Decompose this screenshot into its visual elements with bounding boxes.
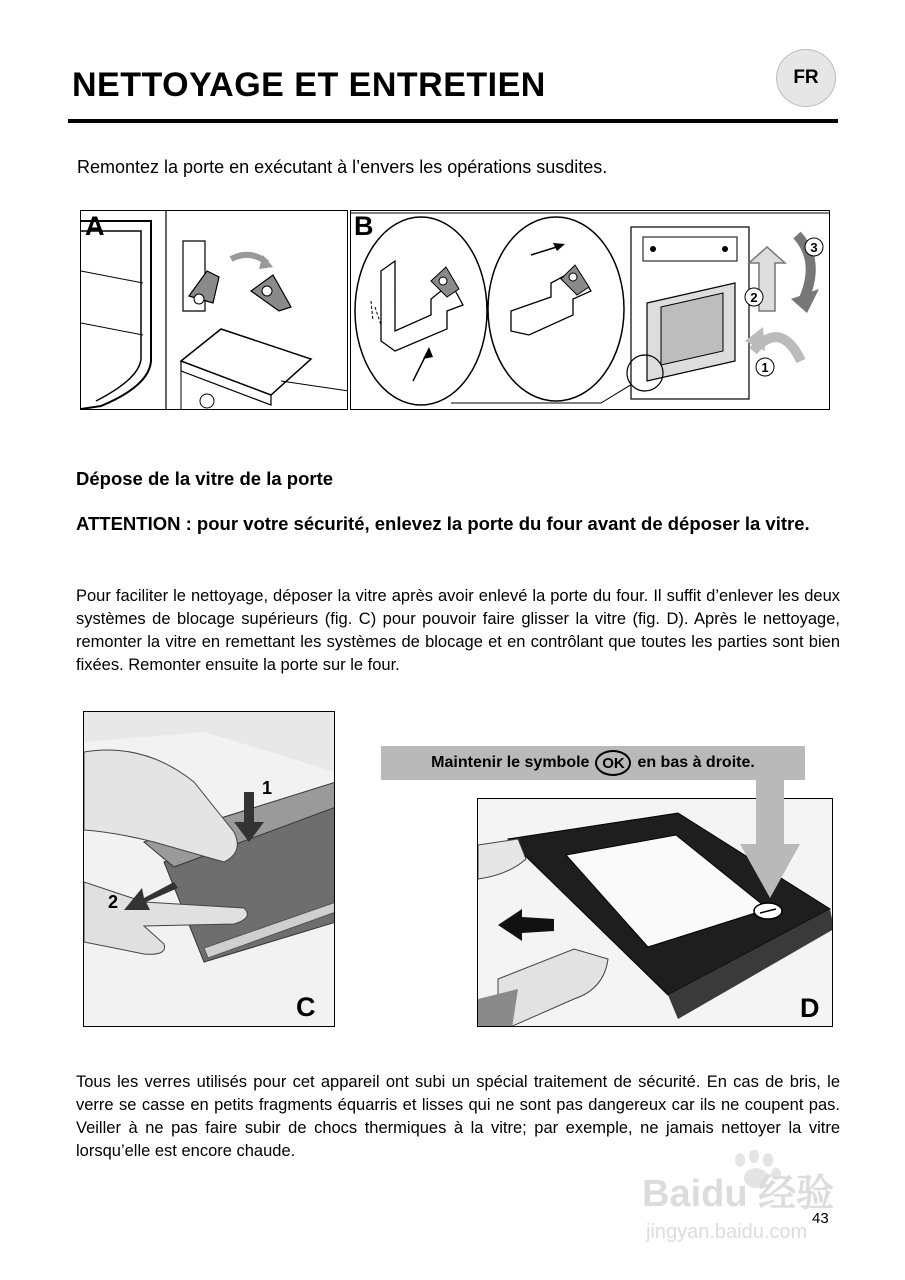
figure-c-arrow-2-label: 2 (108, 892, 119, 912)
section-title: Dépose de la vitre de la porte (76, 468, 334, 489)
language-badge: FR (776, 49, 836, 107)
figure-b-illustration (351, 211, 830, 410)
intro-text: Remontez la porte en exécutant à l’envers les opérations susdites. (77, 157, 608, 177)
watermark-url: jingyan.baidu.com (646, 1221, 808, 1243)
figure-c (83, 711, 335, 1027)
ok-symbol-icon: OK (595, 750, 631, 776)
section-body: Pour faciliter le nettoyage, déposer la vitre après avoir enlevé la porte du four. Il suffit d’enlever les deux systèmes de blocage supérieurs (fig. C) pour pouvoir faire glisser la vitre (fig. D). Après le nettoyage, remonter la vitre en remettant les systèmes de blocage et en contrôlant que toutes les parties sont bien fixées. Remonter ensuite la porte sur le four. (76, 587, 840, 674)
page-number: 43 (812, 1210, 829, 1227)
banner-text-before: Maintenir le symbole (431, 754, 590, 771)
safety-text: Tous les verres utilisés pour cet appareil ont subi un spécial traitement de sécurité. En cas de bris, le verre se casse en petits fragments équarris et lisses qui ne sont pas dangereux car ils ne coupent pas. Veiller à ne pas faire subir de chocs thermiques à la vitre; par exemple, ne jamais nettoyer la vitre lorsqu’elle est encore chaude. (76, 1073, 840, 1160)
baidu-paw-logo (640, 1150, 860, 1246)
title-divider (68, 119, 838, 123)
banner-text-after: en bas à droite. (637, 754, 755, 771)
figure-b-label: B (354, 211, 374, 241)
figure-a (80, 210, 348, 410)
figure-b (350, 210, 830, 410)
page-title: NETTOYAGE ET ENTRETIEN (72, 66, 546, 104)
figure-a-illustration (81, 211, 348, 410)
baidu-watermark (640, 1150, 860, 1246)
step-1-label: 1 (761, 360, 769, 375)
figure-d-label: D (800, 993, 820, 1023)
attention-warning: ATTENTION : pour votre sécurité, enlevez la porte du four avant de déposer la vitre. (76, 513, 810, 534)
figure-c-photo (84, 712, 335, 1027)
ok-symbol-banner (381, 746, 805, 780)
watermark-brand: Baidu 经验 (642, 1173, 835, 1215)
figure-c-label: C (296, 992, 316, 1022)
step-3-label: 3 (810, 240, 818, 255)
figure-a-label: A (85, 211, 105, 241)
figure-c-arrow-1-label: 1 (262, 778, 273, 798)
step-2-label: 2 (750, 290, 758, 305)
down-arrow-icon (738, 780, 802, 902)
